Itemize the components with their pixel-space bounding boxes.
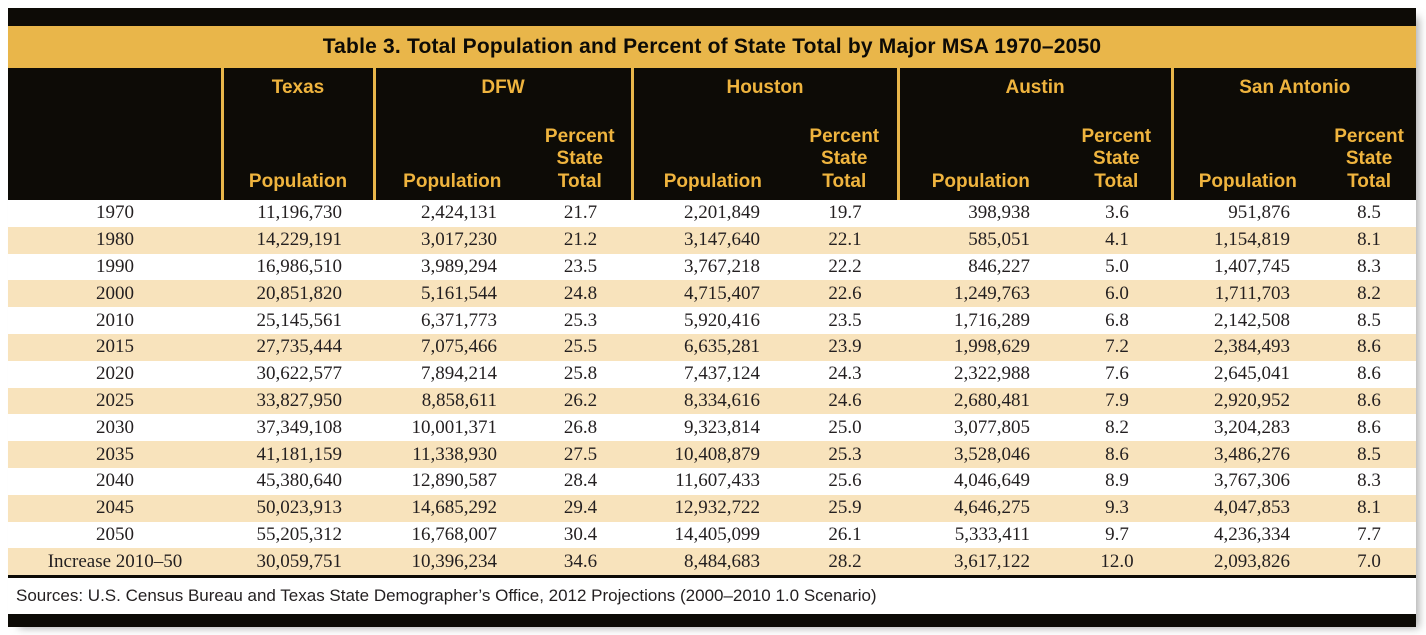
cell-austin-percent: 6.0: [1105, 282, 1129, 304]
cell-san-antonio-population: 1,711,703: [1214, 282, 1291, 304]
row-label: 2040: [96, 470, 134, 492]
cell-texas-population: 55,205,312: [256, 523, 342, 545]
cell-san-antonio-population: 2,645,041: [1214, 363, 1291, 385]
cell-san-antonio-population: 4,236,334: [1214, 523, 1291, 545]
cell-san-antonio-percent: 8.5: [1357, 309, 1381, 331]
cell-houston-percent: 19.7: [828, 202, 862, 224]
cell-houston-population: 5,920,416: [684, 309, 761, 331]
cell-san-antonio-population: 3,486,276: [1214, 443, 1291, 465]
cell-texas-population: 37,349,108: [256, 416, 342, 438]
dfw-population-header: Population: [374, 108, 529, 200]
row-label: 2020: [96, 363, 134, 385]
cell-austin-population: 4,646,275: [954, 497, 1031, 519]
row-label: 2050: [96, 523, 134, 545]
table-row: [8, 468, 1416, 495]
cell-houston-population: 3,147,640: [684, 229, 761, 251]
table-row: [8, 441, 1416, 468]
table-body: [8, 200, 1416, 577]
cell-san-antonio-population: 4,047,853: [1214, 497, 1291, 519]
cell-dfw-percent: 25.5: [563, 336, 598, 358]
cell-san-antonio-population: 2,920,952: [1214, 389, 1291, 411]
group-header-row: [8, 68, 1416, 108]
cell-san-antonio-percent: 8.1: [1357, 497, 1381, 519]
cell-dfw-percent: 25.3: [563, 309, 598, 331]
cell-san-antonio-population: 1,154,819: [1214, 229, 1291, 251]
cell-houston-population: 12,932,722: [674, 497, 761, 519]
houston-population-header: Population: [632, 108, 792, 200]
top-black-bar: [8, 8, 1416, 26]
cell-san-antonio-population: 1,407,745: [1214, 255, 1291, 277]
row-label: 2025: [96, 389, 134, 411]
cell-houston-percent: 22.2: [828, 255, 862, 277]
cell-austin-population: 2,680,481: [954, 389, 1031, 411]
cell-san-antonio-population: 3,204,283: [1214, 416, 1291, 438]
cell-austin-population: 1,716,289: [954, 309, 1031, 331]
group-header-texas: Texas: [222, 68, 374, 108]
table-row: [8, 522, 1416, 549]
cell-austin-percent: 9.3: [1105, 497, 1129, 519]
table-row: [8, 200, 1416, 227]
cell-austin-percent: 7.9: [1105, 389, 1129, 411]
cell-dfw-percent: 28.4: [563, 470, 598, 492]
cell-san-antonio-population: 951,876: [1228, 202, 1291, 224]
cell-texas-population: 16,986,510: [256, 255, 342, 277]
population-table: [8, 68, 1416, 578]
cell-austin-percent: 3.6: [1105, 202, 1129, 224]
row-label: 2030: [96, 416, 134, 438]
san-antonio-population-header: Population: [1172, 108, 1322, 200]
group-header-dfw: DFW: [374, 68, 632, 108]
cell-dfw-population: 3,989,294: [421, 255, 497, 277]
group-header-houston: Houston: [632, 68, 898, 108]
cell-austin-percent: 8.2: [1105, 416, 1129, 438]
table-row: [8, 227, 1416, 254]
table-row: [8, 307, 1416, 334]
cell-houston-population: 10,408,879: [674, 443, 761, 465]
cell-austin-population: 3,077,805: [954, 416, 1031, 438]
cell-san-antonio-percent: 8.3: [1357, 255, 1381, 277]
sub-header-row: [8, 108, 1416, 200]
austin-percent-header: Percent State Total: [1062, 108, 1172, 200]
row-label: Increase 2010–50: [47, 550, 183, 572]
cell-dfw-population: 10,001,371: [411, 416, 497, 438]
cell-houston-percent: 25.6: [828, 470, 862, 492]
cell-dfw-percent: 25.8: [563, 363, 598, 385]
table-title: Table 3. Total Population and Percent of State Total by Major MSA 1970–2050: [322, 35, 1102, 58]
cell-texas-population: 11,196,730: [257, 202, 342, 224]
table-row: [8, 334, 1416, 361]
cell-dfw-percent: 29.4: [563, 497, 598, 519]
row-label: 1990: [96, 255, 134, 277]
cell-san-antonio-population: 2,384,493: [1214, 336, 1291, 358]
cell-houston-population: 4,715,407: [684, 282, 761, 304]
cell-houston-percent: 23.5: [828, 309, 862, 331]
cell-san-antonio-percent: 7.0: [1357, 550, 1381, 572]
cell-san-antonio-percent: 8.5: [1357, 443, 1381, 465]
cell-san-antonio-percent: 8.6: [1357, 336, 1381, 358]
cell-san-antonio-percent: 8.1: [1357, 229, 1381, 251]
cell-texas-population: 20,851,820: [256, 282, 342, 304]
cell-houston-population: 8,334,616: [684, 389, 761, 411]
cell-texas-population: 30,059,751: [256, 550, 342, 572]
bottom-black-bar: [8, 614, 1416, 627]
sources-text: Sources: U.S. Census Bureau and Texas State Demographer’s Office, 2012 Projections (2000–2010 1.0 Scenario): [16, 586, 877, 606]
cell-houston-population: 14,405,099: [674, 523, 761, 545]
cell-houston-percent: 26.1: [828, 523, 862, 545]
table-figure: [8, 8, 1416, 627]
cell-texas-population: 41,181,159: [256, 443, 342, 465]
cell-san-antonio-percent: 8.6: [1357, 389, 1381, 411]
cell-houston-percent: 24.3: [828, 363, 862, 385]
cell-dfw-population: 12,890,587: [411, 470, 497, 492]
cell-houston-population: 9,323,814: [684, 416, 761, 438]
cell-dfw-population: 14,685,292: [411, 497, 497, 519]
austin-population-header: Population: [898, 108, 1062, 200]
cell-dfw-percent: 26.8: [563, 416, 598, 438]
cell-houston-population: 8,484,683: [684, 550, 761, 572]
cell-austin-percent: 12.0: [1100, 550, 1134, 572]
cell-austin-population: 398,938: [968, 202, 1031, 224]
cell-dfw-percent: 26.2: [563, 389, 598, 411]
table-row: [8, 495, 1416, 522]
cell-austin-percent: 4.1: [1105, 229, 1129, 251]
cell-houston-population: 7,437,124: [684, 363, 761, 385]
houston-percent-header: Percent State Total: [792, 108, 898, 200]
group-header-san-antonio: San Antonio: [1172, 68, 1416, 108]
cell-houston-population: 2,201,849: [684, 202, 761, 224]
cell-austin-percent: 6.8: [1105, 309, 1129, 331]
cell-dfw-percent: 34.6: [563, 550, 598, 572]
cell-austin-population: 2,322,988: [954, 363, 1031, 385]
table-row: [8, 254, 1416, 281]
cell-houston-population: 11,607,433: [675, 470, 761, 492]
corner-cell: [8, 68, 222, 108]
cell-austin-percent: 8.9: [1105, 470, 1129, 492]
dfw-percent-header: Percent State Total: [529, 108, 632, 200]
cell-dfw-percent: 27.5: [563, 443, 598, 465]
cell-dfw-population: 7,894,214: [421, 363, 497, 385]
title-bar: [8, 26, 1416, 68]
cell-houston-percent: 25.9: [828, 497, 862, 519]
row-label: 2000: [96, 282, 134, 304]
cell-dfw-percent: 21.2: [563, 229, 598, 251]
cell-dfw-percent: 21.7: [563, 202, 598, 224]
table-row: [8, 388, 1416, 415]
cell-houston-population: 3,767,218: [684, 255, 761, 277]
cell-dfw-population: 3,017,230: [421, 229, 497, 251]
table-row: [8, 280, 1416, 307]
cell-houston-percent: 22.6: [828, 282, 862, 304]
cell-dfw-population: 16,768,007: [411, 523, 497, 545]
cell-dfw-population: 11,338,930: [412, 443, 497, 465]
row-label: 1980: [96, 229, 134, 251]
cell-austin-percent: 7.6: [1105, 363, 1129, 385]
cell-san-antonio-percent: 8.5: [1357, 202, 1381, 224]
cell-san-antonio-population: 2,142,508: [1214, 309, 1291, 331]
row-label: 2035: [96, 443, 134, 465]
cell-austin-percent: 5.0: [1105, 255, 1129, 277]
cell-austin-population: 585,051: [968, 229, 1031, 251]
cell-austin-population: 846,227: [968, 255, 1031, 277]
cell-san-antonio-percent: 8.6: [1357, 416, 1381, 438]
row-label: 2015: [96, 336, 134, 358]
cell-houston-percent: 25.0: [828, 416, 862, 438]
cell-austin-population: 5,333,411: [954, 523, 1031, 545]
cell-san-antonio-population: 2,093,826: [1214, 550, 1291, 572]
cell-texas-population: 30,622,577: [256, 363, 342, 385]
table-row: [8, 361, 1416, 388]
cell-houston-percent: 28.2: [828, 550, 862, 572]
cell-austin-percent: 7.2: [1105, 336, 1129, 358]
cell-texas-population: 50,023,913: [256, 497, 342, 519]
cell-houston-percent: 25.3: [828, 443, 862, 465]
cell-austin-population: 3,528,046: [954, 443, 1031, 465]
cell-dfw-population: 5,161,544: [421, 282, 497, 304]
cell-dfw-population: 2,424,131: [421, 202, 497, 224]
cell-san-antonio-percent: 8.6: [1357, 363, 1381, 385]
cell-austin-population: 4,046,649: [954, 470, 1031, 492]
cell-dfw-percent: 24.8: [563, 282, 598, 304]
cell-texas-population: 14,229,191: [256, 229, 342, 251]
table-row: [8, 414, 1416, 441]
cell-houston-percent: 23.9: [828, 336, 862, 358]
cell-dfw-population: 7,075,466: [421, 336, 497, 358]
cell-san-antonio-percent: 8.3: [1357, 470, 1381, 492]
texas-population-header: Population: [222, 108, 374, 200]
table-row: [8, 548, 1416, 576]
corner-cell-lower: [8, 108, 222, 200]
group-header-austin: Austin: [898, 68, 1172, 108]
cell-austin-percent: 8.6: [1105, 443, 1129, 465]
cell-houston-percent: 22.1: [828, 229, 862, 251]
row-label: 2045: [96, 497, 134, 519]
cell-austin-population: 1,249,763: [954, 282, 1031, 304]
cell-dfw-population: 6,371,773: [421, 309, 497, 331]
cell-austin-percent: 9.7: [1105, 523, 1129, 545]
cell-san-antonio-percent: 7.7: [1357, 523, 1381, 545]
cell-san-antonio-population: 3,767,306: [1214, 470, 1291, 492]
cell-austin-population: 1,998,629: [954, 336, 1031, 358]
table-header: [8, 68, 1416, 200]
cell-dfw-percent: 30.4: [563, 523, 598, 545]
sources-line: [8, 578, 1416, 614]
san-antonio-percent-header: Percent State Total: [1322, 108, 1416, 200]
row-label: 1970: [96, 202, 134, 224]
cell-austin-population: 3,617,122: [954, 550, 1031, 572]
cell-houston-population: 6,635,281: [684, 336, 761, 358]
cell-dfw-percent: 23.5: [563, 255, 598, 277]
cell-dfw-population: 8,858,611: [421, 389, 497, 411]
row-label: 2010: [96, 309, 134, 331]
cell-san-antonio-percent: 8.2: [1357, 282, 1381, 304]
cell-texas-population: 33,827,950: [256, 389, 342, 411]
cell-dfw-population: 10,396,234: [411, 550, 497, 572]
cell-houston-percent: 24.6: [828, 389, 862, 411]
cell-texas-population: 27,735,444: [256, 336, 342, 358]
cell-texas-population: 25,145,561: [256, 309, 342, 331]
cell-texas-population: 45,380,640: [256, 470, 342, 492]
